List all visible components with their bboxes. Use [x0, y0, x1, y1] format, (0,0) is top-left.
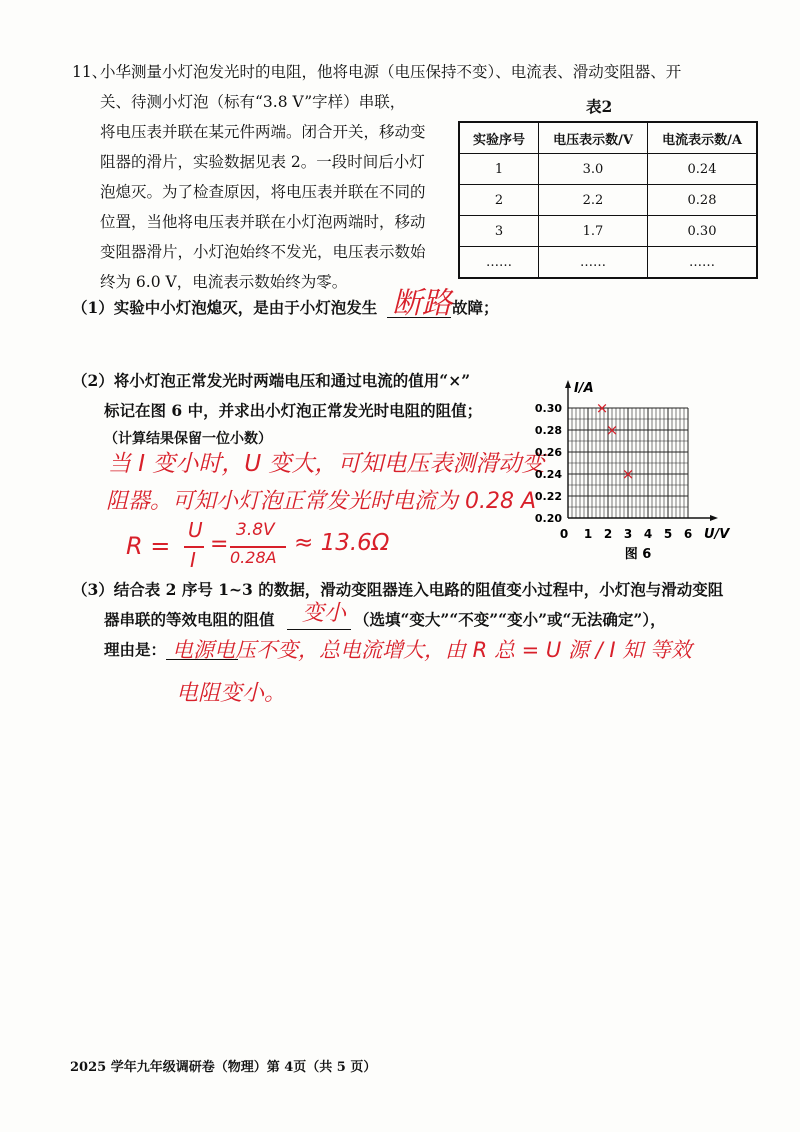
table-row	[459, 185, 757, 216]
page-footer: 2025 学年九年级调研卷（物理）第 4页（共 5 页）	[70, 1060, 377, 1075]
question-stem-line-2: 关、待测小灯泡（标有“3.8 V”字样）串联，	[100, 93, 406, 111]
table-title: 表2	[586, 97, 613, 116]
table-header-cell: 电流表示数/A	[648, 122, 758, 154]
part3-line-1: （3）结合表 2 序号 1~3 的数据，滑动变阻器连入电路的阻值变小过程中，小灯泡与滑动变阻	[72, 580, 724, 599]
part2-line-2: 标记在图 6 中，并求出小灯泡正常发光时电阻的阻值；	[104, 401, 483, 420]
x-tick-label: 5	[663, 527, 673, 541]
table-cell: 2	[459, 185, 539, 216]
y-axis-arrow	[565, 380, 571, 388]
x-tick-label: 0	[559, 527, 569, 541]
question-stem-line-3: 将电压表并联在某元件两端。闭合开关，移动变	[100, 123, 426, 141]
data-point-marker: ×	[605, 421, 619, 439]
table-cell: ……	[539, 247, 648, 279]
question-stem-line-5: 泡熄灭。为了检查原因，将电压表并联在不同的	[100, 183, 426, 201]
table-cell: 3.0	[539, 154, 648, 185]
y-tick-label: 0.26	[534, 446, 562, 459]
y-tick-label: 0.22	[534, 490, 562, 503]
table-cell: 2.2	[539, 185, 648, 216]
y-axis-label: I/A	[574, 381, 594, 396]
question-stem-line-7: 变阻器滑片，小灯泡始终不发光，电压表示数始	[100, 243, 426, 261]
x-tick-label: 6	[683, 527, 693, 541]
x-axis-arrow	[710, 515, 718, 521]
table-row	[459, 154, 757, 185]
part3-answer-blank	[287, 629, 351, 630]
part1-suffix: 故障；	[452, 298, 499, 317]
part1-prefix: （1）实验中小灯泡熄灭，是由于小灯泡发生	[72, 298, 378, 317]
question-stem-line-1: 小华测量小灯泡发光时的电阻，他将电源（电压保持不变）、电流表、滑动变阻器、开	[100, 63, 682, 81]
data-table	[458, 121, 758, 279]
table-cell: 1.7	[539, 216, 648, 247]
formula-u: U	[188, 518, 203, 542]
question-stem-line-4: 阻器的滑片，实验数据见表 2。一段时间后小灯	[100, 153, 425, 171]
table-row	[459, 247, 757, 279]
part2-handwriting-line-2: 阻器。可知小灯泡正常发光时电流为 0.28 A	[106, 489, 537, 514]
x-tick-label: 3	[623, 527, 633, 541]
table-cell: 0.30	[648, 216, 758, 247]
figure-6-chart	[525, 365, 750, 565]
data-point-marker: ×	[621, 465, 635, 483]
part3-handwritten-answer: 变小	[302, 601, 347, 626]
table-header-cell: 电压表示数/V	[539, 122, 648, 154]
formula-i: I	[190, 548, 196, 572]
y-tick-label: 0.20	[534, 512, 562, 525]
y-tick-label: 0.24	[534, 468, 562, 481]
table-cell: 3	[459, 216, 539, 247]
part1-handwritten-answer: 断路	[392, 286, 452, 321]
y-tick-label: 0.28	[534, 424, 562, 437]
part3-line-2-suffix: （选填“变大”“不变”“变小”或“无法确定”），	[354, 610, 666, 629]
y-tick-label: 0.30	[534, 402, 562, 415]
x-tick-label: 4	[643, 527, 653, 541]
part2-handwriting-line-1: 当 I 变小时，U 变大，可知电压表测滑动变	[108, 451, 545, 477]
question-stem-line-6: 位置，当他将电压表并联在小灯泡两端时，移动	[100, 213, 426, 231]
table-header-row	[459, 122, 757, 154]
x-tick-label: 2	[603, 527, 613, 541]
x-axis-label: U/V	[704, 527, 730, 542]
formula-result: ≈ 13.6Ω	[294, 530, 390, 556]
formula-lhs: R =	[126, 532, 171, 560]
part3-handwriting-line-2: 电阻变小。	[176, 681, 287, 706]
part3-handwriting-line-1: 电源电压不变，总电流增大，由 R 总 = U 源 / I 知 等效	[172, 638, 692, 662]
question-stem-line-8: 终为 6.0 V，电流表示数始终为零。	[100, 273, 348, 291]
data-point-marker: ×	[595, 399, 609, 417]
question-number: 11、	[72, 63, 108, 81]
table-cell: ……	[459, 247, 539, 279]
table-cell: 0.24	[648, 154, 758, 185]
chart-title: 图 6	[624, 547, 652, 562]
x-tick-label: 1	[583, 527, 593, 541]
table-cell: ……	[648, 247, 758, 279]
table-row	[459, 216, 757, 247]
formula-equals: =	[210, 532, 229, 557]
part3-line-3-prefix: 理由是：	[104, 640, 167, 659]
part2-line-3: （计算结果保留一位小数）	[104, 431, 272, 447]
part3-line-2-prefix: 器串联的等效电阻的阻值	[104, 610, 275, 629]
table-cell: 0.28	[648, 185, 758, 216]
part2-line-1: （2）将小灯泡正常发光时两端电压和通过电流的值用“×”	[72, 371, 471, 390]
table-cell: 1	[459, 154, 539, 185]
formula-numerator: 3.8V	[236, 520, 275, 540]
formula-denominator: 0.28A	[230, 548, 277, 567]
table-header-cell: 实验序号	[459, 122, 539, 154]
